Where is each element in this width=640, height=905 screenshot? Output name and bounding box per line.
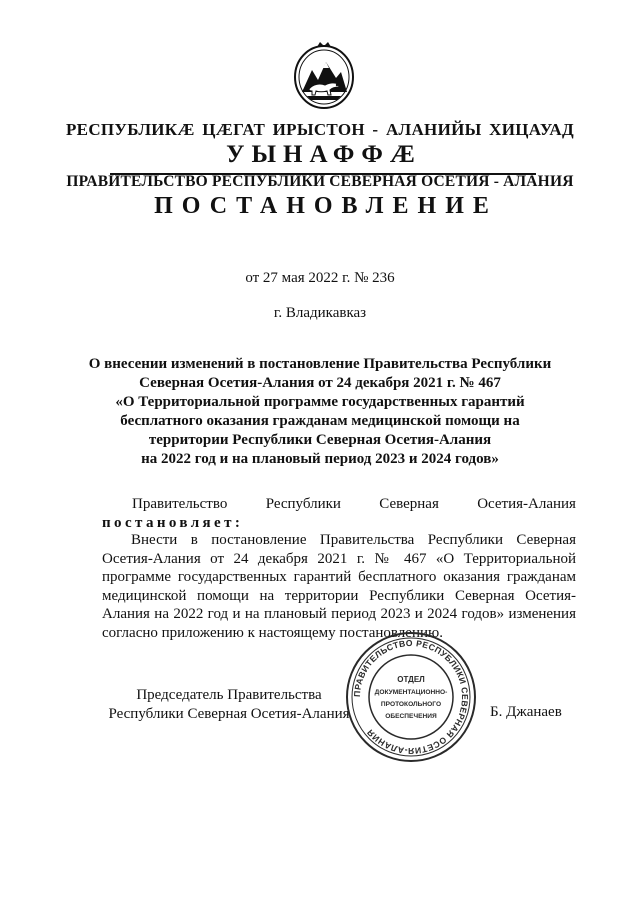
operative-paragraph: Внести в постановление Правительства Республики Северная Осетия-Алания от 24 декабря 2021 г. № 467 «О Территориальной программе государственных гарантий бесплатного оказания гражданам медицинской помощи на территории Республики Северная Осетия-Алания на 2022 год и на плановый период 2023 и 2024 годов» изменения согласно приложению к настоящему постановлению. [102, 532, 576, 641]
preamble-line [102, 495, 576, 514]
header-russian-authority: ПРАВИТЕЛЬСТВО РЕСПУБЛИКИ СЕВЕРНАЯ ОСЕТИЯ - АЛАНИЯ [66, 173, 574, 190]
stamp-ring-text: ПРАВИТЕЛЬСТВО РЕСПУБЛИКИ СЕВЕРНАЯ ОСЕТИЯ-АЛАНИЯ [351, 637, 471, 757]
document-subject-line: «О Территориальной программе государственных гарантий [115, 394, 525, 410]
preamble-word: Осетия-Алания [477, 496, 576, 512]
document-subject-line: на 2022 год и на плановый период 2023 и 2024 годов» [141, 451, 499, 467]
document-city: г. Владикавказ [273, 305, 367, 321]
signer-position [104, 686, 354, 723]
signer-position-line: Республики Северная Осетия-Алания [108, 705, 350, 722]
preamble-word: Северная [379, 496, 439, 512]
document-subject-line: бесплатного оказания гражданам медицинской помощи на [120, 413, 520, 429]
stamp-center-line: ОБЕСПЕЧЕНИЯ [385, 713, 437, 720]
stamp-center-line: ДОКУМЕНТАЦИОННО- [374, 689, 448, 696]
header-ossetian-title: УЫНАФФÆ [226, 141, 422, 168]
stamp-center-line: ОТДЕЛ [397, 675, 425, 684]
resolves-word: постановляет: [102, 514, 244, 531]
stamp-center-line: ПРОТОКОЛЬНОГО [380, 701, 442, 708]
official-stamp-icon [344, 630, 478, 764]
header-ossetian-authority: РЕСПУБЛИКÆ ЦÆГАТ ИРЫСТОН - АЛАНИЙЫ ХИЦАУАД [66, 120, 574, 139]
preamble-word: Правительство [132, 496, 228, 512]
header-russian-title: ПОСТАНОВЛЕНИЕ [154, 193, 498, 219]
document-subject-line: территории Республики Северная Осетия-Алания [148, 432, 492, 448]
coat-of-arms-icon [293, 40, 355, 110]
preamble-paragraph [102, 495, 576, 532]
signer-name: Б. Джанаев [490, 704, 562, 720]
document-subject-line: Северная Осетия-Алания от 24 декабря 2021 г. № 467 [139, 375, 501, 391]
preamble-word: Республики [265, 496, 341, 512]
document-subject [60, 355, 580, 469]
signer-position-line: Председатель Правительства [136, 687, 322, 703]
document-date-number: от 27 мая 2022 г. № 236 [245, 270, 395, 286]
document-subject-line: О внесении изменений в постановление Правительства Республики [88, 356, 552, 372]
